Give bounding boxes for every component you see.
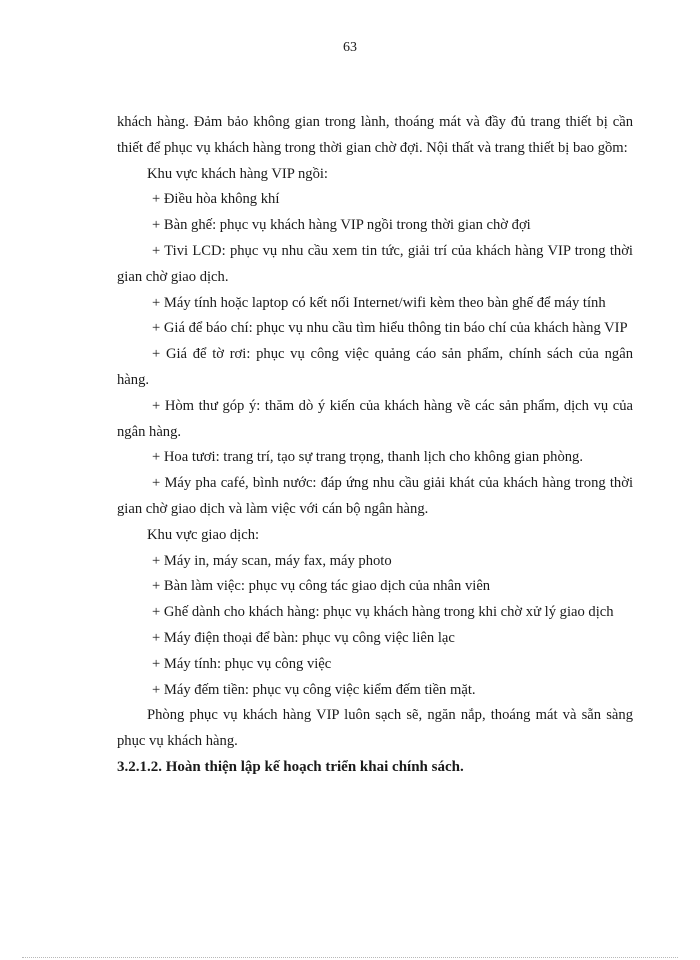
transaction-item-desk: + Bàn làm việc: phục vụ công tác giao dịch của nhân viên: [152, 578, 491, 595]
vip-item-newspaper-rack: + Giá để báo chí: phục vụ nhu cầu tìm hiểu thông tin báo chí của khách hàng VIP: [152, 320, 628, 337]
vip-item-lcd-tv: + Tivi LCD: phục vụ nhu cầu xem tin tức, giải trí của khách hàng VIP trong thời gian chờ giao dịch.: [117, 242, 633, 285]
vip-item-computer: + Máy tính hoặc laptop có kết nối Internet/wifi kèm theo bàn ghế để máy tính: [152, 294, 606, 311]
intro-paragraph: khách hàng. Đảm bảo không gian trong lành, thoáng mát và đầy đủ trang thiết bị cần thiết để phục vụ khách hàng trong thời gian chờ đợi. Nội thất và trang thiết bị bao gồm:: [117, 114, 633, 156]
transaction-item-desk-phone: + Máy điện thoại để bàn: phục vụ công việc liên lạc: [152, 629, 455, 646]
transaction-item-office-machines: + Máy in, máy scan, máy fax, máy photo: [152, 552, 392, 569]
vip-item-flowers: + Hoa tươi: trang trí, tạo sự trang trọng, thanh lịch cho không gian phòng.: [152, 449, 583, 466]
transaction-item-customer-chairs: + Ghế dành cho khách hàng: phục vụ khách hàng trong khi chờ xử lý giao dịch: [152, 604, 614, 621]
vip-item-furniture: + Bàn ghế: phục vụ khách hàng VIP ngồi trong thời gian chờ đợi: [152, 217, 531, 234]
section-heading: 3.2.1.2. Hoàn thiện lập kế hoạch triển khai chính sách.: [117, 758, 464, 775]
transaction-item-computer: + Máy tính: phục vụ công việc: [152, 655, 332, 672]
vip-area-label: Khu vực khách hàng VIP ngồi:: [147, 165, 328, 182]
vip-item-feedback-box: + Hòm thư góp ý: thăm dò ý kiến của khách hàng về các sản phẩm, dịch vụ của ngân hàng.: [117, 397, 633, 440]
vip-item-coffee-machine: + Máy pha café, bình nước: đáp ứng nhu cầu giải khát của khách hàng trong thời gian chờ giao dịch và làm việc với cán bộ ngân hàng.: [117, 475, 633, 517]
vip-item-leaflet-rack: + Giá để tờ rơi: phục vụ công việc quảng cáo sản phẩm, chính sách của ngân hàng.: [117, 346, 633, 388]
page-bottom-divider: [22, 957, 678, 958]
page-number: 63: [343, 40, 357, 55]
closing-paragraph: Phòng phục vụ khách hàng VIP luôn sạch sẽ, ngăn nắp, thoáng mát và sẵn sàng phục vụ khách hàng.: [117, 707, 633, 750]
transaction-area-label: Khu vực giao dịch:: [147, 526, 260, 543]
document-body: [117, 110, 633, 781]
vip-item-air-conditioner: + Điều hòa không khí: [152, 191, 280, 208]
transaction-item-money-counter: + Máy đếm tiền: phục vụ công việc kiểm đếm tiền mặt.: [152, 681, 476, 698]
